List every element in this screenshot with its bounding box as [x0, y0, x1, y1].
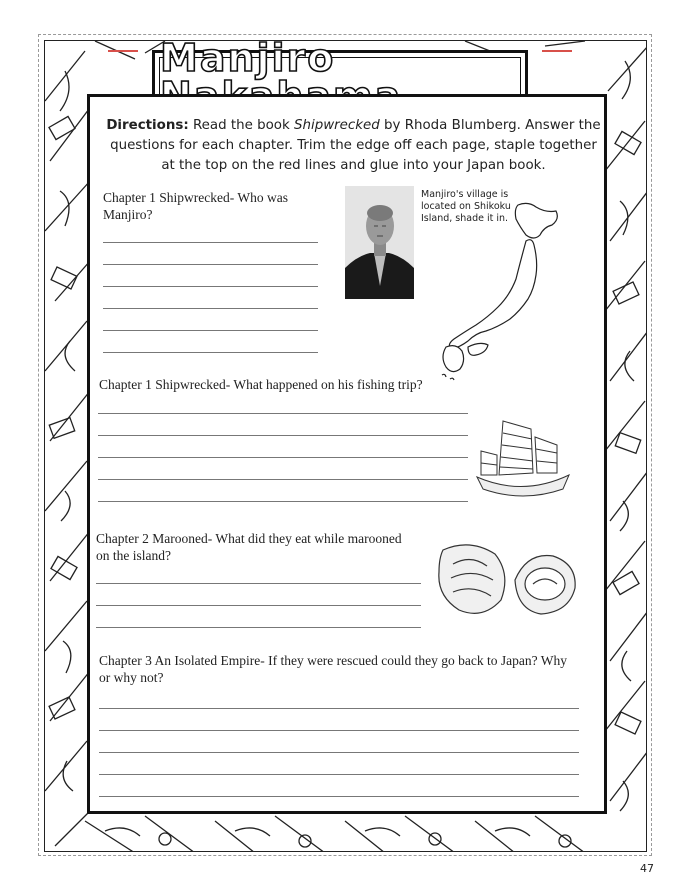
answer-line[interactable] — [103, 352, 318, 353]
answer-line[interactable] — [96, 583, 421, 584]
question-2: Chapter 1 Shipwrecked- What happened on his fishing trip? — [99, 377, 423, 392]
answer-line[interactable] — [103, 286, 318, 287]
page-number: 47 — [640, 862, 654, 875]
japan-map-icon — [440, 197, 560, 382]
page-title: Manjiro — [160, 36, 336, 80]
oyster-icon — [435, 540, 580, 620]
junk-ship — [473, 415, 573, 505]
portrait-photo — [345, 186, 414, 299]
answer-line[interactable] — [98, 501, 468, 502]
answer-line[interactable] — [99, 708, 579, 709]
answer-line[interactable] — [98, 413, 468, 414]
question-4: Chapter 3 An Isolated Empire- If they were rescued could they go back to Japan? Why or why not? — [99, 653, 567, 685]
answer-line[interactable] — [103, 308, 318, 309]
answer-line[interactable] — [99, 774, 579, 775]
map-caption: Manjiro's village is located on Shikoku Island, shade it in. — [421, 189, 511, 224]
answer-line[interactable] — [98, 479, 468, 480]
book-title: Shipwrecked — [294, 118, 380, 133]
answer-line[interactable] — [103, 330, 318, 331]
answer-lines-2 — [98, 413, 468, 523]
answer-line[interactable] — [103, 264, 318, 265]
answer-lines-1 — [103, 242, 318, 374]
staple-line-left — [108, 50, 138, 52]
oyster-shells — [435, 540, 580, 620]
answer-lines-4 — [99, 708, 579, 814]
answer-line[interactable] — [96, 627, 421, 628]
answer-lines-3 — [96, 583, 421, 649]
answer-line[interactable] — [98, 457, 468, 458]
shikoku-island — [468, 343, 488, 355]
staple-line-right — [542, 50, 572, 52]
question-3: Chapter 2 Marooned- What did they eat while marooned on the island? — [96, 531, 402, 563]
ship-icon — [473, 415, 573, 505]
directions-label: Directions: — [106, 118, 189, 133]
answer-line[interactable] — [103, 242, 318, 243]
question-1: Chapter 1 Shipwrecked- Who was Manjiro? — [103, 190, 288, 222]
answer-line[interactable] — [98, 435, 468, 436]
answer-line[interactable] — [96, 605, 421, 606]
directions-text: Directions: Read the book Shipwrecked by Rhoda Blumberg. Answer the questions for each chapter. Trim the edge off each page, staple together at the top on the red lines and glue into your Japan book. — [106, 118, 601, 173]
answer-line[interactable] — [99, 752, 579, 753]
portrait-icon — [345, 186, 414, 299]
japan-map — [440, 197, 560, 382]
worksheet-panel — [87, 94, 607, 814]
answer-line[interactable] — [99, 796, 579, 797]
answer-line[interactable] — [99, 730, 579, 731]
